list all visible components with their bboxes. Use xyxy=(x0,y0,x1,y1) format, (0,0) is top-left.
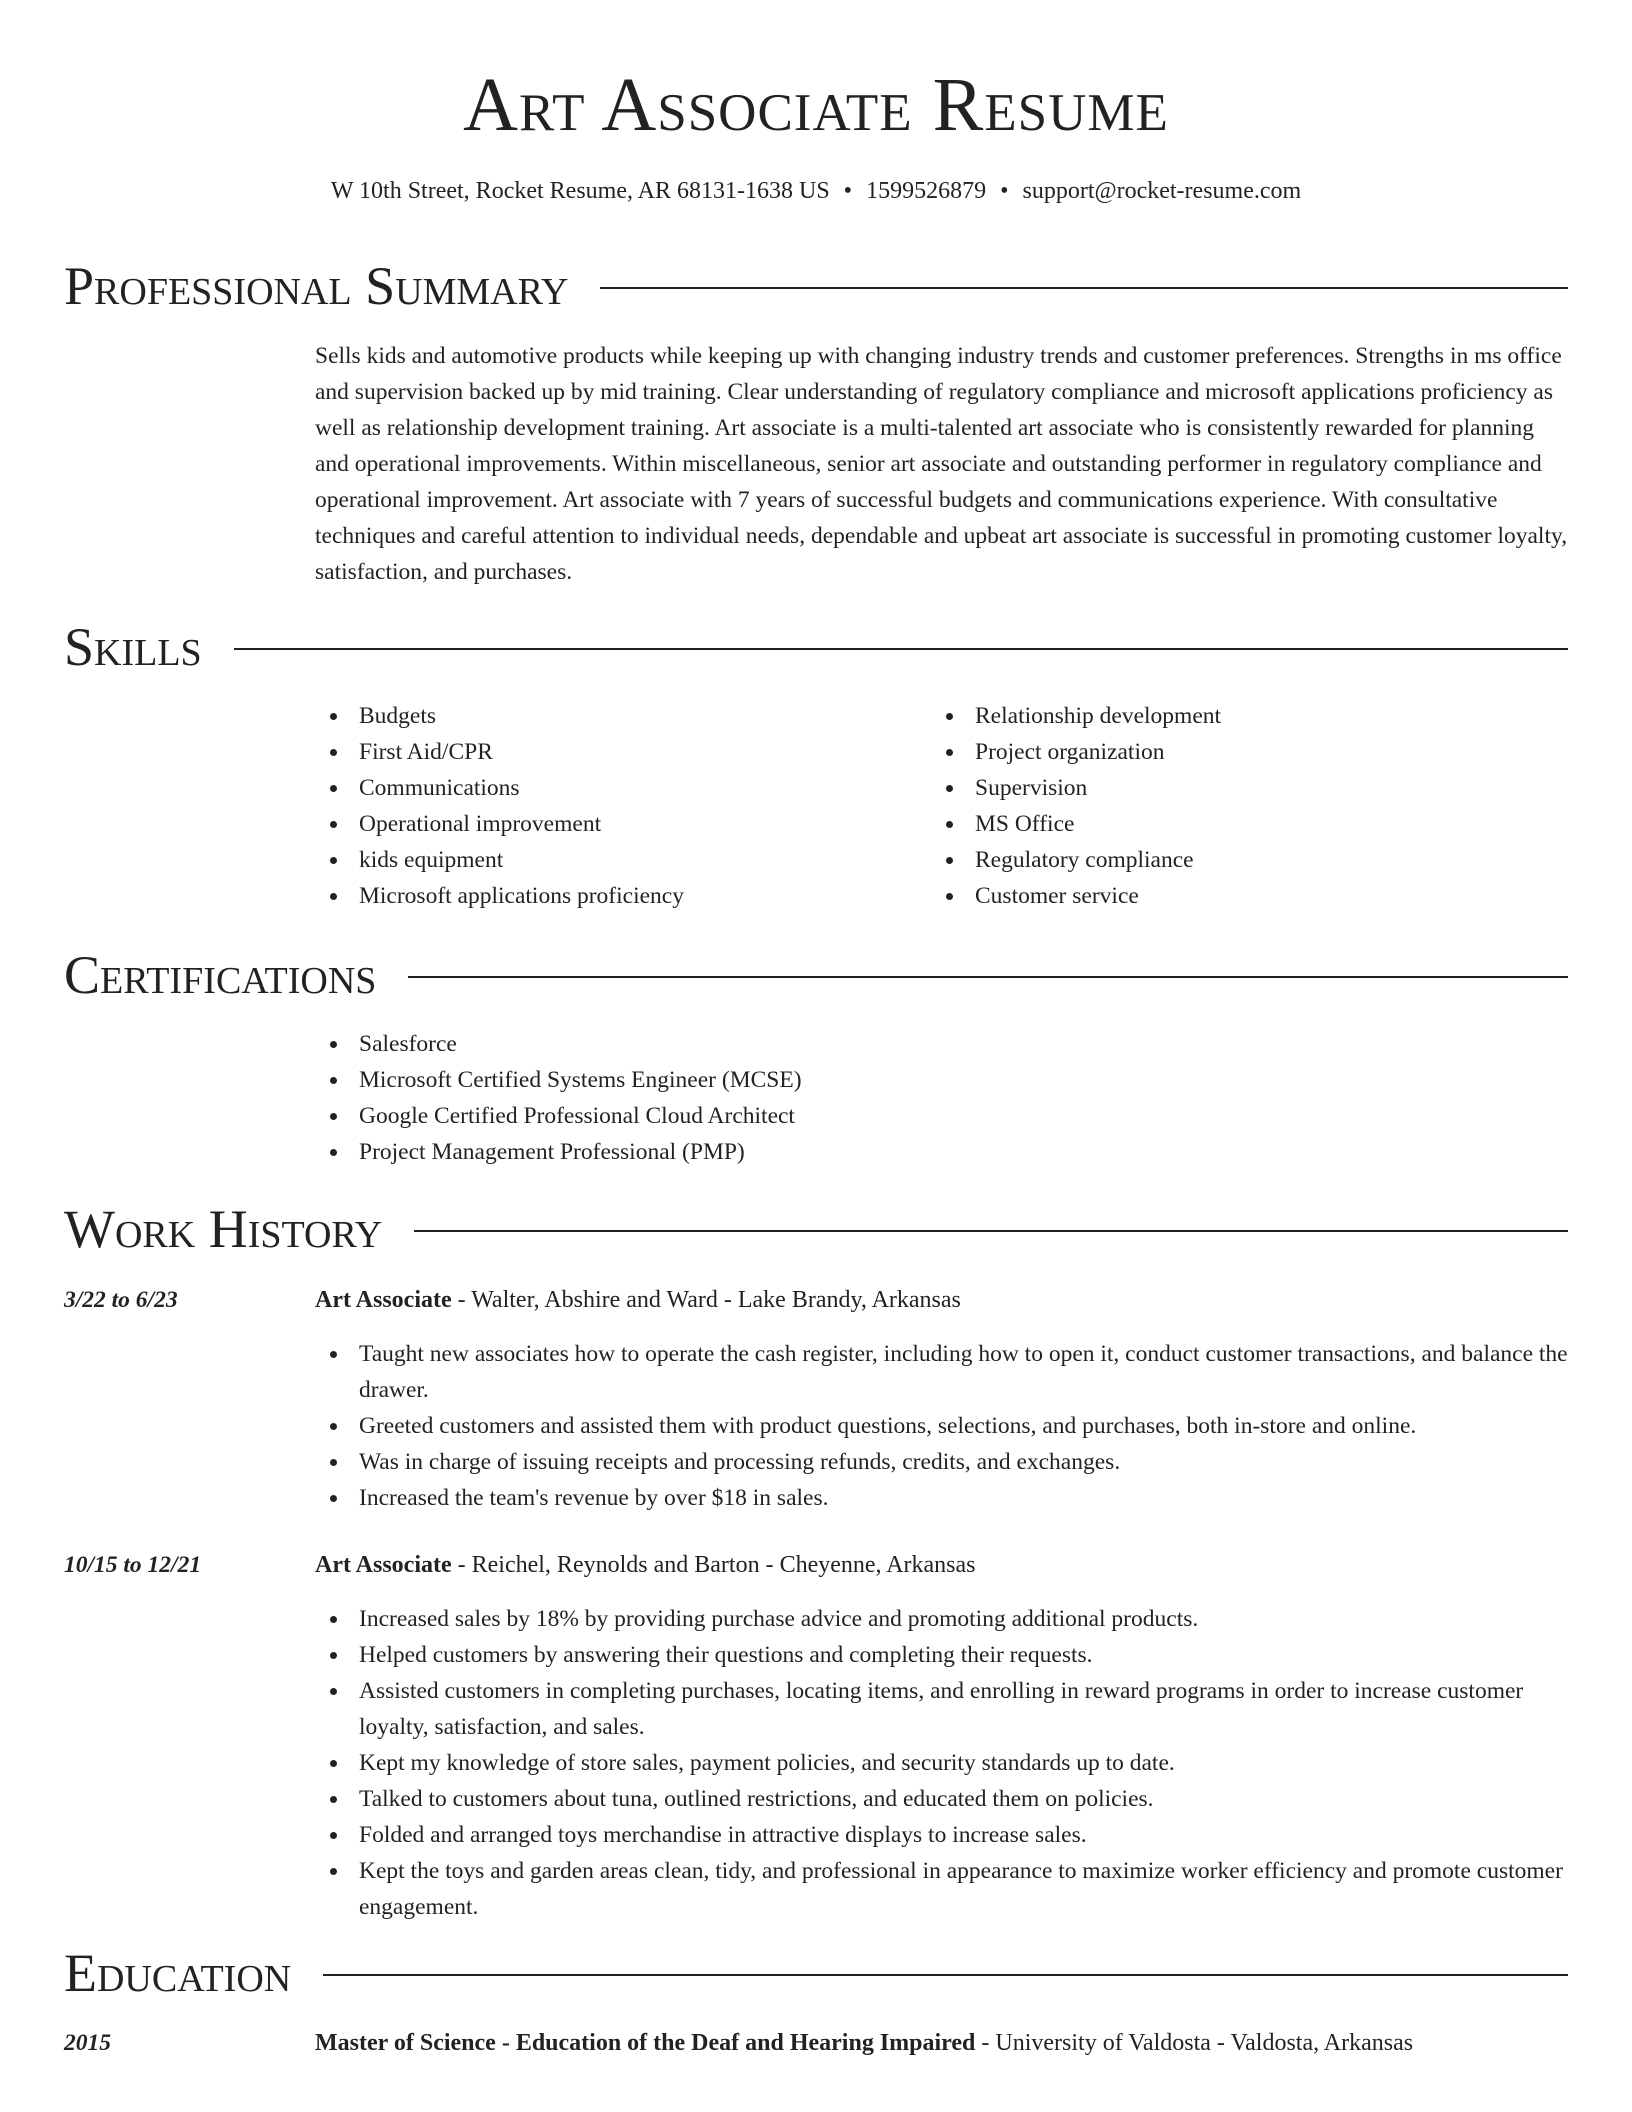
skill-item: Budgets xyxy=(315,698,915,734)
job-bullets xyxy=(315,1601,1568,1925)
skill-item: MS Office xyxy=(931,806,1531,842)
summary-section-header xyxy=(64,256,1568,316)
work-history-section-header xyxy=(64,1199,1568,1259)
section-divider xyxy=(408,976,1568,978)
skill-item: Regulatory compliance xyxy=(931,842,1531,878)
skill-item: Communications xyxy=(315,770,915,806)
certification-item: Project Management Professional (PMP) xyxy=(315,1134,1568,1170)
section-divider xyxy=(600,287,1568,289)
certification-item: Microsoft Certified Systems Engineer (MCSE) xyxy=(315,1062,1568,1098)
contact-phone: 1599526879 xyxy=(866,178,987,204)
skill-item: Operational improvement xyxy=(315,806,915,842)
skills-column-left xyxy=(315,698,915,914)
job-bullet: Kept the toys and garden areas clean, tidy, and professional in appearance to maximize worker efficiency and promote customer engagement. xyxy=(315,1853,1568,1925)
job-bullet: Helped customers by answering their questions and completing their requests. xyxy=(315,1637,1568,1673)
certification-item: Salesforce xyxy=(315,1026,1568,1062)
job-employer: - Reichel, Reynolds and Barton - Cheyenne, Arkansas xyxy=(451,1552,976,1578)
contact-separator: • xyxy=(843,178,853,204)
education-section-header xyxy=(64,1943,1568,2003)
job-bullet: Taught new associates how to operate the cash register, including how to open it, conduct customer transactions, and balance the drawer. xyxy=(315,1336,1568,1408)
job-bullets xyxy=(315,1336,1568,1516)
education-heading-line xyxy=(315,2025,1568,2061)
job-bullet: Talked to customers about tuna, outlined restrictions, and educated them on policies. xyxy=(315,1781,1568,1817)
skills-section-header xyxy=(64,617,1568,677)
job-dates: 10/15 to 12/21 xyxy=(64,1552,202,1578)
job-bullet: Assisted customers in completing purchases, locating items, and enrolling in reward programs in order to increase customer loyalty, satisfaction, and sales. xyxy=(315,1673,1568,1745)
summary-text: Sells kids and automotive products while keeping up with changing industry trends and customer preferences. Strengths in ms office and supervision backed up by mid training. Clear understanding of regulatory compliance and microsoft applications proficiency as well as relationship development training. Art associate is a multi-talented art associate who is consistently rewarded for planning and operational improvements. Within miscellaneous, senior art associate and outstanding performer in regulatory compliance and operational improvement. Art associate with 7 years of successful budgets and communications experience. With consultative techniques and careful attention to individual needs, dependable and upbeat art associate is successful in promoting customer loyalty, satisfaction, and purchases. xyxy=(315,343,1568,585)
resume-title: Art Associate Resume xyxy=(463,63,1169,147)
skill-item: Project organization xyxy=(931,734,1531,770)
certification-item: Google Certified Professional Cloud Architect xyxy=(315,1098,1568,1134)
contact-line xyxy=(0,174,1632,208)
job-bullet: Folded and arranged toys merchandise in attractive displays to increase sales. xyxy=(315,1817,1568,1853)
skill-item: Supervision xyxy=(931,770,1531,806)
job-bullet: Greeted customers and assisted them with product questions, selections, and purchases, both in-store and online. xyxy=(315,1408,1568,1444)
certifications-list xyxy=(315,1026,1568,1170)
contact-email: support@rocket-resume.com xyxy=(1022,178,1302,204)
job-bullet: Kept my knowledge of store sales, payment policies, and security standards up to date. xyxy=(315,1745,1568,1781)
skill-item: Relationship development xyxy=(931,698,1531,734)
section-divider xyxy=(323,1974,1568,1976)
skill-item: First Aid/CPR xyxy=(315,734,915,770)
education-entry xyxy=(64,2025,1568,2065)
job-bullet: Increased the team's revenue by over $18 in sales. xyxy=(315,1480,1568,1516)
job-heading xyxy=(315,1282,1568,1318)
skill-item: Microsoft applications proficiency xyxy=(315,878,915,914)
section-divider xyxy=(414,1230,1568,1232)
certifications-heading: Certifications xyxy=(64,945,377,1005)
work-history-heading: Work History xyxy=(64,1199,383,1259)
summary-heading: Professional Summary xyxy=(64,256,569,316)
education-heading: Education xyxy=(64,1943,292,2003)
job-heading xyxy=(315,1547,1568,1583)
job-dates: 3/22 to 6/23 xyxy=(64,1287,178,1313)
job-bullet: Was in charge of issuing receipts and processing refunds, credits, and exchanges. xyxy=(315,1444,1568,1480)
education-year: 2015 xyxy=(64,2030,111,2056)
section-divider xyxy=(234,648,1568,650)
contact-separator: • xyxy=(1000,178,1009,204)
job-employer: - Walter, Abshire and Ward - Lake Brandy, Arkansas xyxy=(451,1287,961,1313)
contact-address: W 10th Street, Rocket Resume, AR 68131-1638 US xyxy=(330,178,830,204)
skills-heading: Skills xyxy=(64,617,202,677)
job-bullet: Increased sales by 18% by providing purchase advice and promoting additional products. xyxy=(315,1601,1568,1637)
skill-item: Customer service xyxy=(931,878,1531,914)
job-role: Art Associate xyxy=(315,1552,452,1578)
education-degree: Master of Science - Education of the Deaf and Hearing Impaired xyxy=(315,2030,976,2056)
job-role: Art Associate xyxy=(315,1287,452,1313)
skill-item: kids equipment xyxy=(315,842,915,878)
skills-column-right xyxy=(931,698,1531,914)
job-entry xyxy=(64,1282,1568,1522)
certifications-section-header xyxy=(64,945,1568,1005)
job-entry xyxy=(64,1547,1568,1920)
education-school: - University of Valdosta - Valdosta, Arkansas xyxy=(975,2030,1414,2056)
